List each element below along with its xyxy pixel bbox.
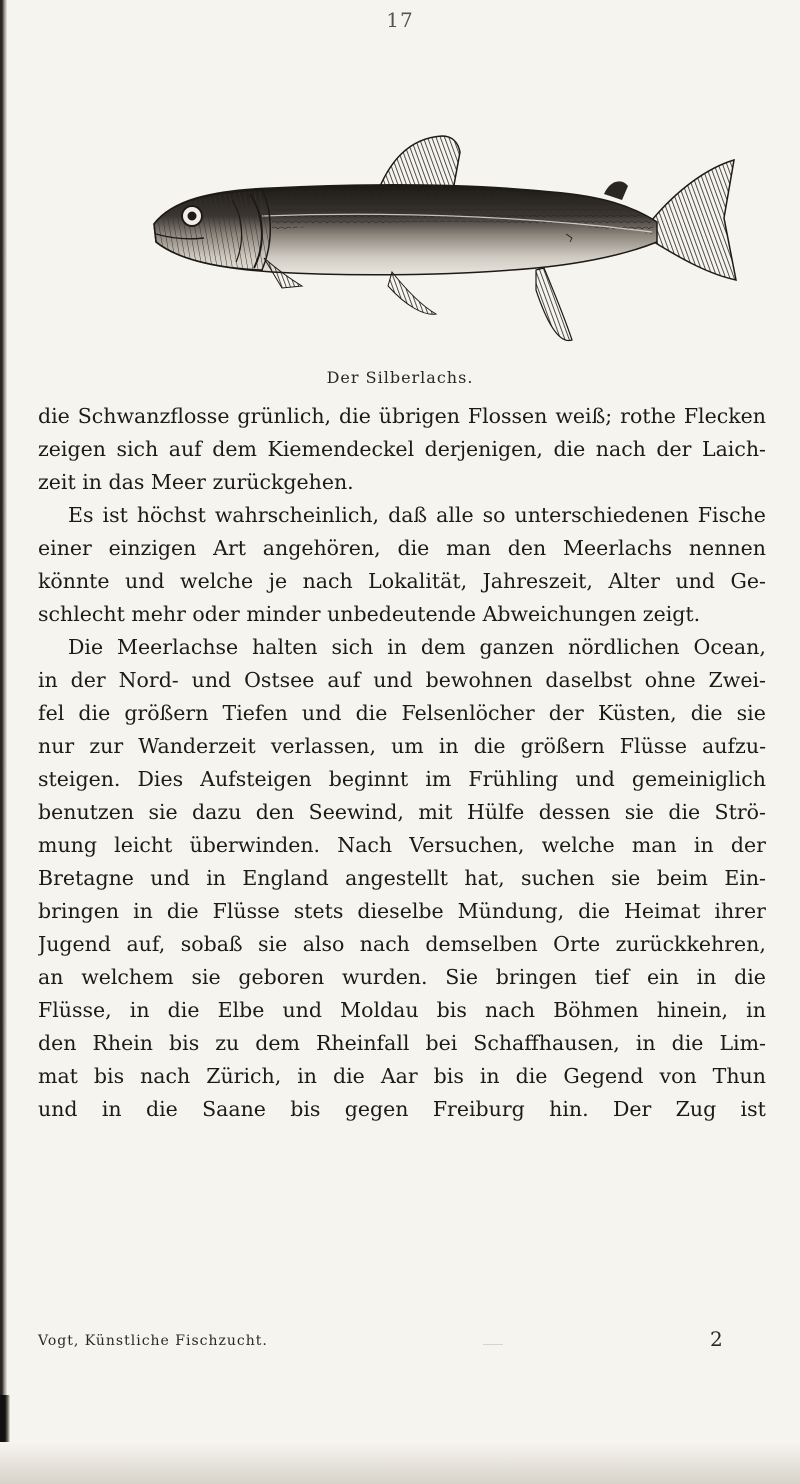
text-line: benutzen sie dazu den Seewind, mit Hülfe dessen sie die Strö- [38,800,766,824]
tail-fin [652,160,736,280]
text-line: den Rhein bis zu dem Rheinfall bei Schaffhausen, in die Lim- [38,1031,766,1055]
footer-signature: Vogt, Künstliche Fischzucht. [38,1333,268,1349]
text-line: Die Meerlachse halten sich in dem ganzen nördlichen Ocean, [68,635,766,659]
sheet-signature-number: 2 [710,1327,723,1351]
text-line: fel die größern Tiefen und die Felsenlöcher der Küsten, die sie [38,701,766,725]
print-mark [483,1344,503,1345]
text-line: Jugend auf, sobaß sie also nach demselben Orte zurückkehren, [38,932,766,956]
text-line: mung leicht überwinden. Nach Versuchen, welche man in der [38,833,766,857]
text-line: an welchem sie geboren wurden. Sie bringen tief ein in die [38,965,766,989]
text-line: steigen. Dies Aufsteigen beginnt im Frühling und gemeiniglich [38,767,766,791]
fish-head [154,190,270,270]
text-line: könnte und welche je nach Lokalität, Jahreszeit, Alter und Ge- [38,569,766,593]
page-bottom-shadow [0,1442,800,1484]
text-line: einer einzigen Art angehören, die man den Meerlachs nennen [38,536,766,560]
anal-fin [536,268,572,341]
text-line: Bretagne und in England angestellt hat, suchen sie beim Ein- [38,866,766,890]
text-line: Flüsse, in die Elbe und Moldau bis nach Böhmen hinein, in [38,998,766,1022]
page-edge-shadow [0,0,7,1484]
text-line: bringen in die Flüsse stets dieselbe Mündung, die Heimat ihrer [38,899,766,923]
text-line: schlecht mehr oder minder unbedeutende Abweichungen zeigt. [38,602,701,626]
text-line: in der Nord- und Ostsee auf und bewohnen daselbst ohne Zwei- [38,668,766,692]
text-line: mat bis nach Zürich, in die Aar bis in die Gegend von Thun [38,1064,766,1088]
text-line: die Schwanzflosse grünlich, die übrigen Flossen weiß; rothe Flecken [38,404,766,428]
text-line: nur zur Wanderzeit verlassen, um in die größern Flüsse aufzu- [38,734,766,758]
adipose-fin [604,181,628,200]
text-line: Es ist höchst wahrscheinlich, daß alle so unterschiedenen Fische [68,503,766,527]
text-line: und in die Saane bis gegen Freiburg hin. Der Zug ist [38,1097,766,1121]
silver-salmon-illustration [152,130,737,370]
text-line: zeigen sich auf dem Kiemendeckel derjenigen, die nach der Laich- [38,437,766,461]
figure-caption: Der Silberlachs. [326,368,474,387]
text-line: zeit in das Meer zurückgehen. [38,470,354,494]
page-number: 17 [386,8,414,32]
pelvic-fin [388,272,436,314]
body-text [38,400,766,1126]
